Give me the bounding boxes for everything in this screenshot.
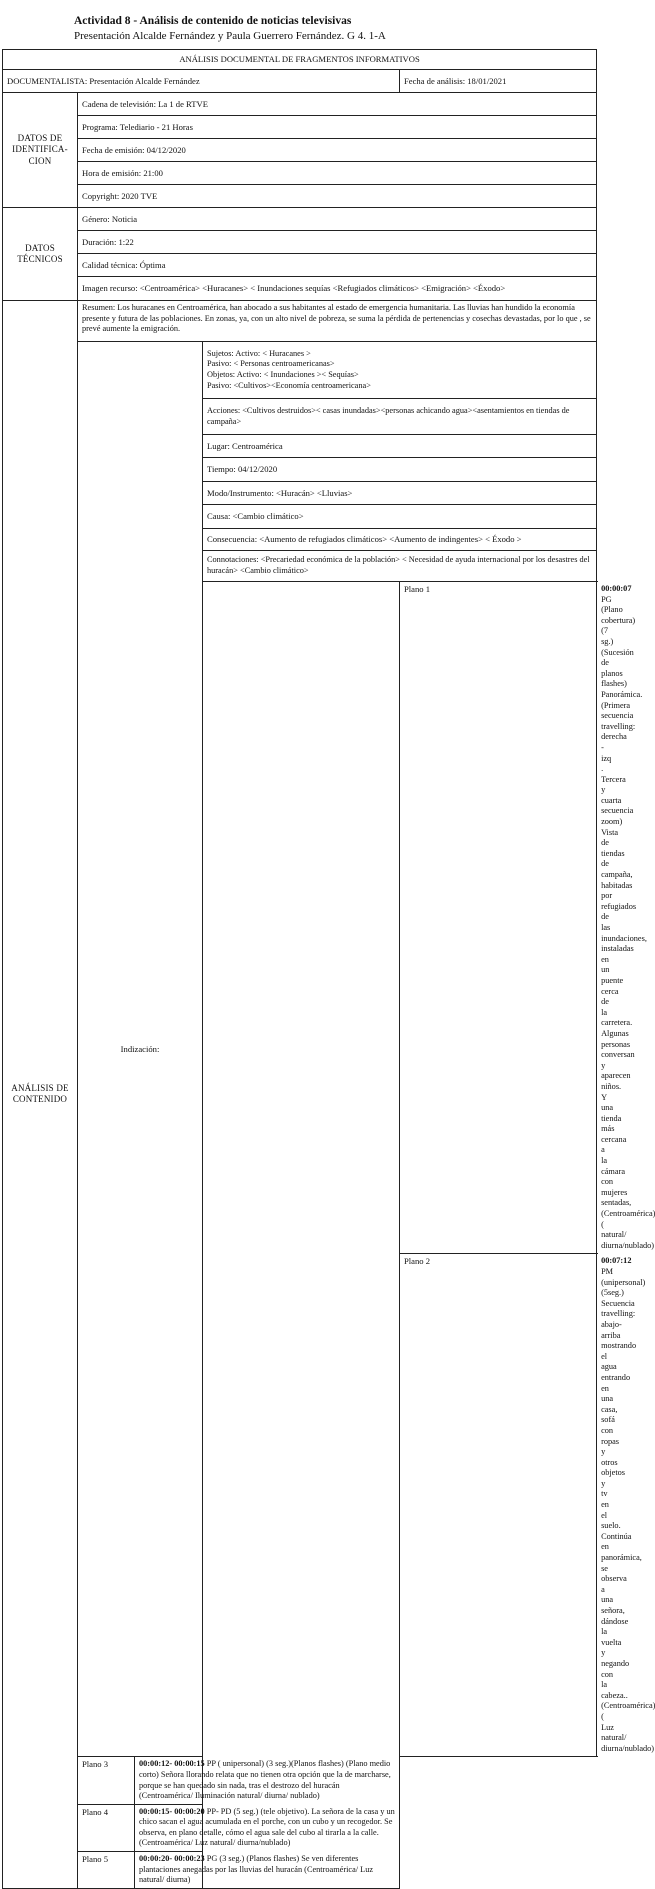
authors-line: Presentación Alcalde Fernández y Paula Guerrero Fernández. G 4. 1-A xyxy=(74,30,386,42)
shot-timecode: 00:00:20- 00:00:23 xyxy=(139,1854,205,1864)
consequence: Consecuencia: <Aumento de refugiados climáticos> <Aumento de indingentes> < Éxodo > xyxy=(203,529,597,551)
table-title: ANÁLISIS DOCUMENTAL DE FRAGMENTOS INFORMATIVOS xyxy=(3,50,597,70)
summary: Resumen: Los huracanes en Centroamérica, han abocado a sus habitantes al estado de emergencia humanitaria. Las lluvias han hundido la economía presente y futura de las poblaciones. En zonas, ya, con un alto nivel de pobreza, se suma la pérdida de pertenencias y cosechas devastadas, por lo que , se prevé aumente la emigración. xyxy=(78,301,597,342)
place: Lugar: Centroamérica xyxy=(203,435,597,458)
shot-description xyxy=(135,1804,400,1851)
connotations: Connotaciones: <Precariedad económica de la población> < Necesidad de ayuda internacional por los desastres del huracán> <Cambio climático> xyxy=(203,551,597,582)
indexing-label: Indización: xyxy=(78,342,203,1757)
shot-text: PG (3 seg.) (Planos flashes) Se ven diferentes plantaciones anegadas por las lluvias del huracán (Centroamérica/ Luz natural/ diurna) xyxy=(139,1854,374,1885)
identification-section-label: DATOS DE IDENTIFICA-CION xyxy=(3,93,78,208)
shot-text: PG (Plano cobertura) (7 sg.) (Sucesión de planos flashes) Panorámica. (Primera secuencia travelling: derecha - izq . Tercera y cuarta secuencia zoom) Vista de tiendas de campaña, habitadas por refugiados de las inundaciones, instaladas en un puente cerca de la carretera. Algunas personas conversan y aparecen niños. Y una tienda más cercana a la cámara con mujeres sentadas, (Centroamérica) ( natural/ diurna/nublado) xyxy=(601,594,655,1250)
resource-images: Imagen recurso: <Centroamérica> <Huracanes> < Inundaciones sequías <Refugiados climáticos> <Emigración> <Éxodo> xyxy=(78,277,597,301)
shot-label: Plano 3 xyxy=(78,1757,135,1804)
subjects-objects: Sujetos: Activo: < Huracanes > Pasivo: < Personas centroamericanas> Objetos: Activo: < Inundaciones >< Sequías> Pasivo: <Cultivos><Economía centroamericana> xyxy=(203,342,597,399)
technical-section-label: DATOS TÉCNICOS xyxy=(3,208,78,301)
shot-label: Plano 1 xyxy=(400,582,597,1254)
copyright: Copyright: 2020 TVE xyxy=(78,185,597,208)
shot-label: Plano 2 xyxy=(400,1254,597,1757)
content-section-label: ANÁLISIS DE CONTENIDO xyxy=(3,301,78,1889)
documentalista: DOCUMENTALISTA: Presentación Alcalde Fernández xyxy=(3,70,400,93)
shot-timecode: 00:00:12- 00:00:15 xyxy=(139,1759,205,1769)
program: Programa: Telediario - 21 Horas xyxy=(78,116,597,139)
shot-timecode: 00:07:12 xyxy=(601,1256,632,1266)
shot-text: PM (unipersonal) (5seg.) Secuencia travelling: abajo-arriba mostrando el agua entrando en una casa, sofá con ropas y otros objetos y tv en el suelo. Continúa en panorámica, se observa a una señora, dándose la vuelta y negando con la cabeza.. (Centroamérica) ( Luz natural/ diurna/nublado) xyxy=(601,1267,655,1753)
duration: Duración: 1:22 xyxy=(78,231,597,254)
shot-timecode: 00:00:07 xyxy=(601,584,632,593)
actions: Acciones: <Cultivos destruidos>< casas inundadas><personas achicando agua><asentamientos en tiendas de campaña> xyxy=(203,399,597,435)
tv-channel: Cadena de televisión: La 1 de RTVE xyxy=(78,93,597,116)
cause: Causa: <Cambio climático> xyxy=(203,505,597,529)
analysis-table xyxy=(2,49,655,1889)
genre: Género: Noticia xyxy=(78,208,597,231)
shots-spacer xyxy=(203,582,400,1889)
broadcast-time: Hora de emisión: 21:00 xyxy=(78,162,597,185)
shot-description xyxy=(135,1757,400,1804)
shot-timecode: 00:00:15- 00:00:20 xyxy=(139,1806,205,1816)
shot-label: Plano 4 xyxy=(78,1804,135,1851)
time: Tiempo: 04/12/2020 xyxy=(203,458,597,482)
analysis-date: Fecha de análisis: 18/01/2021 xyxy=(400,70,597,93)
shot-label: Plano 5 xyxy=(78,1852,135,1889)
mode-instrument: Modo/Instrumento: <Huracán> <Lluvias> xyxy=(203,482,597,505)
activity-title: Actividad 8 - Análisis de contenido de noticias televisivas xyxy=(74,15,352,27)
shot-text: PP- PD (5 seg.) (tele objetivo). La señora de la casa y un chico sacan el agua acumulada en el porche, con un cubo y un recogedor. Se observa, en plano detalle, cómo el agua sale del cubo al tirarla a la calle. (Centroamérica/ Luz natural/ diurna/nublado) xyxy=(139,1806,395,1848)
broadcast-date: Fecha de emisión: 04/12/2020 xyxy=(78,139,597,162)
technical-quality: Calidad técnica: Óptima xyxy=(78,254,597,277)
shot-text: PP ( unipersonal) (3 seg.)(Planos flashes) (Plano medio corto) Señora llorando relata que no tienen otra opción que la de marcharse, porque se han quedado sin nada, tras el destrozo del huracán (Centroamérica/ Iluminación natural/ diurna/ nublado) xyxy=(139,1759,391,1801)
shot-description xyxy=(135,1852,400,1889)
document-header xyxy=(74,14,594,43)
